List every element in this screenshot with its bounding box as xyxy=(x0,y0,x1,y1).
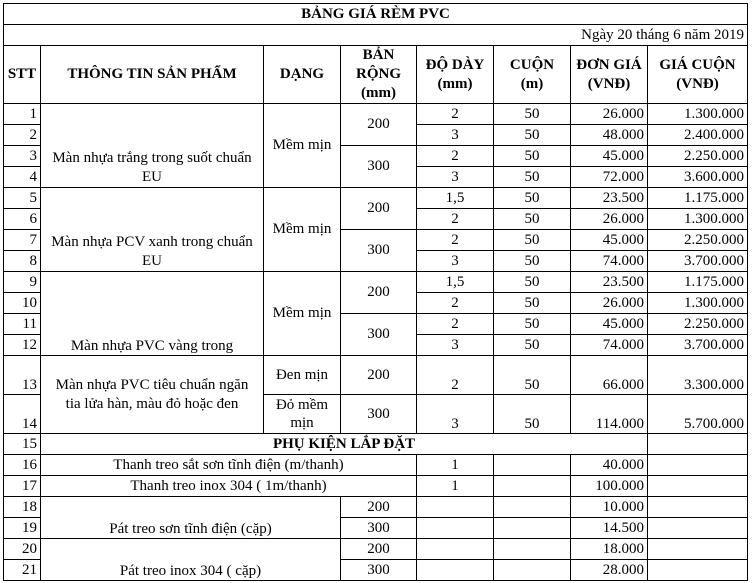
cell-type[interactable]: Mềm mịn xyxy=(264,188,341,272)
cell-stt[interactable]: 14 xyxy=(4,395,41,434)
table-row xyxy=(4,104,748,125)
cell-roll[interactable] xyxy=(494,455,571,476)
cell-roll-price[interactable]: 2.250.000 xyxy=(648,314,748,335)
cell-thickness[interactable] xyxy=(417,497,494,518)
cell-stt[interactable]: 8 xyxy=(4,251,41,272)
cell-width[interactable]: 300 xyxy=(341,230,417,272)
cell-thickness[interactable]: 2 xyxy=(417,230,494,251)
cell-roll-price[interactable]: 1.300.000 xyxy=(648,209,748,230)
cell-roll-price[interactable]: 3.300.000 xyxy=(648,356,748,395)
cell-width[interactable]: 200 xyxy=(341,188,417,230)
cell-roll[interactable]: 50 xyxy=(494,335,571,356)
cell-unit-price[interactable]: 45.000 xyxy=(571,314,648,335)
cell-unit-price[interactable]: 26.000 xyxy=(571,293,648,314)
cell-roll-price[interactable]: 1.300.000 xyxy=(648,104,748,125)
cell-thickness[interactable]: 3 xyxy=(417,251,494,272)
header-thickness[interactable]: ĐỘ DÀY (mm) xyxy=(417,46,494,104)
cell-type[interactable]: Mềm mịn xyxy=(264,104,341,188)
table-row xyxy=(4,356,748,395)
cell-stt[interactable]: 6 xyxy=(4,209,41,230)
cell-width[interactable]: 300 xyxy=(341,146,417,188)
cell-roll-price[interactable]: 2.250.000 xyxy=(648,230,748,251)
cell-product[interactable]: Pát treo inox 304 ( cặp) xyxy=(41,539,341,581)
cell-width[interactable]: 200 xyxy=(341,272,417,314)
cell-roll[interactable]: 50 xyxy=(494,167,571,188)
cell-roll[interactable]: 50 xyxy=(494,293,571,314)
header-roll-price[interactable]: GIÁ CUỘN (VNĐ) xyxy=(648,46,748,104)
header-width[interactable]: BẢN RỘNG (mm) xyxy=(341,46,417,104)
cell-thickness[interactable]: 2 xyxy=(417,314,494,335)
price-sheet xyxy=(3,3,748,581)
cell-product[interactable]: Màn nhựa PVC vàng trong xyxy=(41,272,264,356)
cell-empty[interactable] xyxy=(648,434,748,455)
cell-thickness[interactable] xyxy=(417,518,494,539)
accessories-heading[interactable]: PHỤ KIỆN LẮP ĐẶT xyxy=(41,434,648,455)
cell-type[interactable]: Mềm mịn xyxy=(264,272,341,356)
cell-thickness[interactable]: 2 xyxy=(417,104,494,125)
cell-unit-price[interactable]: 18.000 xyxy=(571,539,648,560)
cell-roll-price[interactable] xyxy=(648,518,748,539)
cell-stt[interactable]: 3 xyxy=(4,146,41,167)
cell-stt[interactable]: 20 xyxy=(4,539,41,560)
cell-unit-price[interactable]: 23.500 xyxy=(571,188,648,209)
cell-stt[interactable]: 18 xyxy=(4,497,41,518)
cell-unit-price[interactable]: 40.000 xyxy=(571,455,648,476)
cell-roll[interactable]: 50 xyxy=(494,272,571,293)
cell-thickness[interactable]: 2 xyxy=(417,356,494,395)
cell-roll[interactable]: 50 xyxy=(494,188,571,209)
table-row xyxy=(4,497,748,518)
cell-stt[interactable]: 1 xyxy=(4,104,41,125)
cell-product[interactable]: Màn nhựa trắng trong suốt chuẩn EU xyxy=(41,104,264,188)
cell-roll[interactable] xyxy=(494,518,571,539)
cell-type[interactable]: Đỏ mềm mịn xyxy=(264,395,341,434)
cell-unit-price[interactable]: 74.000 xyxy=(571,335,648,356)
cell-thickness[interactable] xyxy=(417,560,494,581)
header-unit-price[interactable]: ĐƠN GIÁ (VNĐ) xyxy=(571,46,648,104)
cell-roll[interactable]: 50 xyxy=(494,395,571,434)
cell-unit-price[interactable]: 66.000 xyxy=(571,356,648,395)
cell-roll-price[interactable]: 1.300.000 xyxy=(648,293,748,314)
table-row xyxy=(4,455,748,476)
cell-roll-price[interactable]: 5.700.000 xyxy=(648,395,748,434)
cell-thickness[interactable]: 2 xyxy=(417,293,494,314)
cell-width[interactable]: 200 xyxy=(341,104,417,146)
cell-unit-price[interactable]: 45.000 xyxy=(571,146,648,167)
cell-thickness[interactable]: 3 xyxy=(417,167,494,188)
cell-type[interactable]: Đen mịn xyxy=(264,356,341,395)
header-type[interactable]: DẠNG xyxy=(264,46,341,104)
cell-unit-price[interactable]: 14.500 xyxy=(571,518,648,539)
cell-stt[interactable]: 5 xyxy=(4,188,41,209)
cell-stt[interactable]: 15 xyxy=(4,434,41,455)
table-row xyxy=(4,188,748,209)
cell-roll-price[interactable] xyxy=(648,476,748,497)
cell-stt[interactable]: 19 xyxy=(4,518,41,539)
cell-roll[interactable]: 50 xyxy=(494,209,571,230)
cell-stt[interactable]: 17 xyxy=(4,476,41,497)
cell-width[interactable]: 200 xyxy=(341,497,417,518)
cell-product[interactable]: Màn nhựa PVC tiêu chuẩn ngăn tia lửa hàn, màu đỏ hoặc đen xyxy=(41,356,264,434)
cell-product[interactable]: Pát treo sơn tĩnh điện (cặp) xyxy=(41,497,341,539)
cell-roll[interactable]: 50 xyxy=(494,230,571,251)
cell-roll[interactable] xyxy=(494,476,571,497)
cell-unit-price[interactable]: 74.000 xyxy=(571,251,648,272)
cell-thickness[interactable]: 3 xyxy=(417,335,494,356)
sheet-date[interactable]: Ngày 20 tháng 6 năm 2019 xyxy=(4,25,748,46)
cell-roll-price[interactable]: 1.175.000 xyxy=(648,272,748,293)
price-table xyxy=(3,3,748,581)
sheet-title[interactable]: BẢNG GIÁ RÈM PVC xyxy=(4,4,748,25)
cell-width[interactable]: 300 xyxy=(341,560,417,581)
header-product[interactable]: THÔNG TIN SẢN PHẨM xyxy=(41,46,264,104)
cell-stt[interactable]: 4 xyxy=(4,167,41,188)
cell-roll[interactable]: 50 xyxy=(494,125,571,146)
cell-thickness[interactable]: 3 xyxy=(417,125,494,146)
cell-unit-price[interactable]: 72.000 xyxy=(571,167,648,188)
cell-unit-price[interactable]: 45.000 xyxy=(571,230,648,251)
cell-width[interactable]: 200 xyxy=(341,539,417,560)
header-stt[interactable]: STT xyxy=(4,46,41,104)
cell-width[interactable]: 200 xyxy=(341,356,417,395)
cell-stt[interactable]: 21 xyxy=(4,560,41,581)
cell-thickness[interactable]: 2 xyxy=(417,209,494,230)
cell-roll-price[interactable]: 3.700.000 xyxy=(648,251,748,272)
cell-unit-price[interactable]: 26.000 xyxy=(571,209,648,230)
cell-roll[interactable] xyxy=(494,560,571,581)
cell-thickness[interactable] xyxy=(417,539,494,560)
cell-thickness[interactable]: 1 xyxy=(417,455,494,476)
cell-roll-price[interactable] xyxy=(648,560,748,581)
cell-unit-price[interactable]: 10.000 xyxy=(571,497,648,518)
cell-product[interactable]: Thanh treo sắt sơn tĩnh điện (m/thanh) xyxy=(41,455,417,476)
cell-unit-price[interactable]: 114.000 xyxy=(571,395,648,434)
cell-roll-price[interactable]: 2.400.000 xyxy=(648,125,748,146)
cell-thickness[interactable]: 3 xyxy=(417,395,494,434)
cell-roll-price[interactable] xyxy=(648,539,748,560)
cell-roll[interactable]: 50 xyxy=(494,314,571,335)
cell-product[interactable]: Màn nhựa PCV xanh trong chuẩn EU xyxy=(41,188,264,272)
cell-stt[interactable]: 2 xyxy=(4,125,41,146)
cell-stt[interactable]: 12 xyxy=(4,335,41,356)
cell-stt[interactable]: 13 xyxy=(4,356,41,395)
cell-roll-price[interactable]: 1.175.000 xyxy=(648,188,748,209)
cell-stt[interactable]: 9 xyxy=(4,272,41,293)
cell-roll[interactable]: 50 xyxy=(494,104,571,125)
cell-thickness[interactable]: 2 xyxy=(417,146,494,167)
table-row xyxy=(4,539,748,560)
cell-thickness[interactable]: 1 xyxy=(417,476,494,497)
cell-roll-price[interactable]: 2.250.000 xyxy=(648,146,748,167)
cell-thickness[interactable]: 1,5 xyxy=(417,188,494,209)
cell-roll[interactable] xyxy=(494,539,571,560)
cell-unit-price[interactable]: 26.000 xyxy=(571,104,648,125)
header-roll[interactable]: CUỘN (m) xyxy=(494,46,571,104)
cell-unit-price[interactable]: 100.000 xyxy=(571,476,648,497)
cell-roll-price[interactable]: 3.700.000 xyxy=(648,335,748,356)
cell-roll-price[interactable] xyxy=(648,497,748,518)
cell-roll[interactable] xyxy=(494,497,571,518)
cell-stt[interactable]: 16 xyxy=(4,455,41,476)
cell-stt[interactable]: 10 xyxy=(4,293,41,314)
accessories-heading-row xyxy=(4,434,748,455)
cell-thickness[interactable]: 1,5 xyxy=(417,272,494,293)
cell-roll-price[interactable]: 3.600.000 xyxy=(648,167,748,188)
cell-stt[interactable]: 7 xyxy=(4,230,41,251)
cell-roll[interactable]: 50 xyxy=(494,251,571,272)
cell-roll[interactable]: 50 xyxy=(494,146,571,167)
cell-roll-price[interactable] xyxy=(648,455,748,476)
table-row xyxy=(4,476,748,497)
cell-unit-price[interactable]: 48.000 xyxy=(571,125,648,146)
cell-roll[interactable]: 50 xyxy=(494,356,571,395)
cell-width[interactable]: 300 xyxy=(341,395,417,434)
cell-width[interactable]: 300 xyxy=(341,518,417,539)
cell-width[interactable]: 300 xyxy=(341,314,417,356)
cell-unit-price[interactable]: 23.500 xyxy=(571,272,648,293)
cell-stt[interactable]: 11 xyxy=(4,314,41,335)
table-row xyxy=(4,272,748,293)
cell-unit-price[interactable]: 28.000 xyxy=(571,560,648,581)
cell-product[interactable]: Thanh treo inox 304 ( 1m/thanh) xyxy=(41,476,417,497)
